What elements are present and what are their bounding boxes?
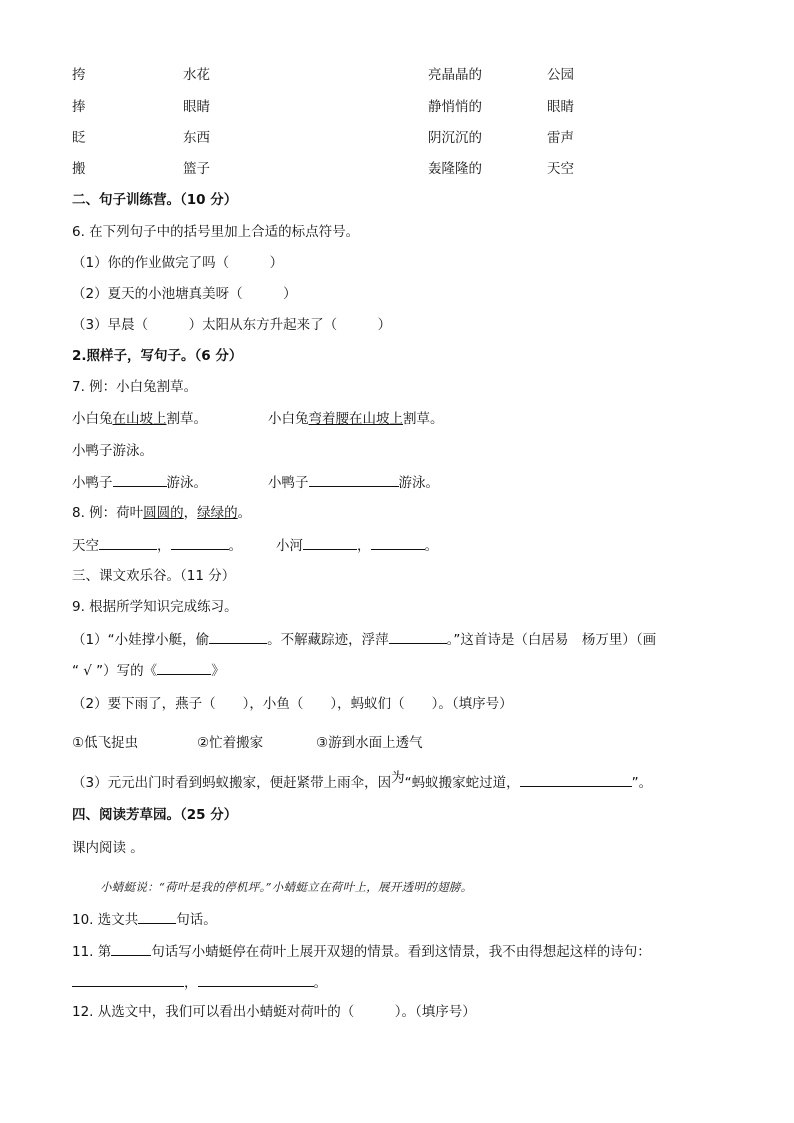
answer-blank[interactable]	[209, 629, 267, 644]
underlined-phrase: 绿绿的	[197, 505, 238, 521]
question-6-3: （3）早晨（ ）太阳从东方升起来了（ ）	[72, 317, 392, 333]
match-left-pair: 篮子	[183, 161, 210, 177]
answer-blank[interactable]	[72, 972, 184, 987]
question-11: 11. 第 句话写小蜻蜓停在荷叶上展开双翅的情景。看到这情景，我不由得想起这样的诗句：	[72, 941, 651, 962]
question-6: 6. 在下列句子中的括号里加上合适的标点符号。	[72, 224, 360, 240]
match-right-pair: 公园	[547, 67, 574, 83]
answer-blank[interactable]	[113, 472, 167, 487]
section-2-heading: 二、句子训练营。（10 分）	[72, 192, 238, 208]
duck-fill-2: 小鸭子 游泳。	[268, 472, 439, 493]
section-2b-heading: 2.照样子，写句子。（6 分）	[72, 348, 243, 364]
match-right-word: 静悄悄的	[428, 99, 482, 115]
match-left-word: 眨	[72, 130, 86, 146]
answer-blank[interactable]	[520, 772, 632, 787]
section-3-heading: 三、课文欢乐谷。（11 分）	[72, 568, 236, 584]
question-7: 7. 例：小白兔割草。	[72, 379, 198, 395]
example-sentence-2: 小白兔弯着腰在山坡上割草。	[268, 411, 444, 427]
answer-blank[interactable]	[371, 535, 425, 550]
question-6-2: （2）夏天的小池塘真美呀（ ）	[72, 286, 297, 302]
question-9: 9. 根据所学知识完成练习。	[72, 599, 238, 615]
underlined-phrase: 圆圆的	[143, 505, 184, 521]
match-right-pair: 天空	[547, 161, 574, 177]
answer-blank[interactable]	[303, 535, 357, 550]
option-3: ③游到水面上透气	[316, 735, 423, 751]
match-right-word: 阴沉沉的	[428, 130, 482, 146]
match-left-word: 搬	[72, 161, 86, 177]
underlined-phrase: 弯着腰在山坡上	[308, 411, 403, 427]
question-11-answer-line: ， 。	[72, 972, 327, 993]
question-9-3: （3）元元出门时看到蚂蚁搬家，便赶紧带上雨伞，因为“蚂蚁搬家蛇过道， ”。	[72, 770, 653, 791]
section-4-heading: 四、阅读芳草园。（25 分）	[72, 807, 238, 823]
match-right-pair: 雷声	[547, 130, 574, 146]
match-right-word: 轰隆隆的	[428, 161, 482, 177]
example-sentence-1: 小白兔在山坡上割草。	[72, 411, 207, 427]
question-9-1-line-2: “ √ ”）写的《 》	[72, 660, 225, 681]
river-fill: 小河 ， 。	[276, 535, 438, 556]
match-right-word: 亮晶晶的	[428, 67, 482, 83]
question-12: 12. 从选文中，我们可以看出小蜻蜓对荷叶的（ ）。（填序号）	[72, 1004, 476, 1020]
question-8: 8. 例：荷叶圆圆的，绿绿的。	[72, 505, 252, 521]
answer-blank[interactable]	[309, 472, 399, 487]
option-2: ②忙着搬家	[197, 735, 264, 751]
match-right-pair: 眼睛	[547, 99, 574, 115]
question-9-2: （2）要下雨了，燕子（ ），小鱼（ ），蚂蚁们（ ）。（填序号）	[72, 696, 513, 712]
question-10: 10. 选文共 句话。	[72, 909, 217, 930]
answer-blank[interactable]	[157, 660, 211, 675]
sky-fill: 天空 ， 。	[72, 535, 242, 556]
answer-blank[interactable]	[111, 941, 151, 956]
answer-blank[interactable]	[389, 629, 447, 644]
answer-blank[interactable]	[171, 535, 229, 550]
match-left-pair: 东西	[183, 130, 210, 146]
question-6-1: （1）你的作业做完了吗（ ）	[72, 255, 284, 271]
duck-sentence: 小鸭子游泳。	[72, 443, 153, 459]
match-left-word: 挎	[72, 67, 86, 83]
reading-intro: 课内阅读 。	[72, 840, 144, 856]
answer-blank[interactable]	[198, 972, 314, 987]
match-left-pair: 水花	[183, 67, 210, 83]
question-9-1-line-1: （1）“小娃撑小艇，偷 。不解藏踪迹，浮萍 。”这首诗是（白居易 杨万里）（画	[72, 629, 656, 650]
duck-fill-1: 小鸭子 游泳。	[72, 472, 207, 493]
answer-blank[interactable]	[99, 535, 157, 550]
match-left-pair: 眼睛	[183, 99, 210, 115]
reading-passage: 小蜻蜓说：“荷叶是我的停机坪。”小蜻蜓立在荷叶上，展开透明的翅膀。	[100, 880, 473, 894]
match-left-word: 捧	[72, 99, 86, 115]
answer-blank[interactable]	[138, 909, 176, 924]
option-1: ①低飞捉虫	[72, 735, 139, 751]
underlined-phrase: 在山坡上	[112, 411, 167, 427]
